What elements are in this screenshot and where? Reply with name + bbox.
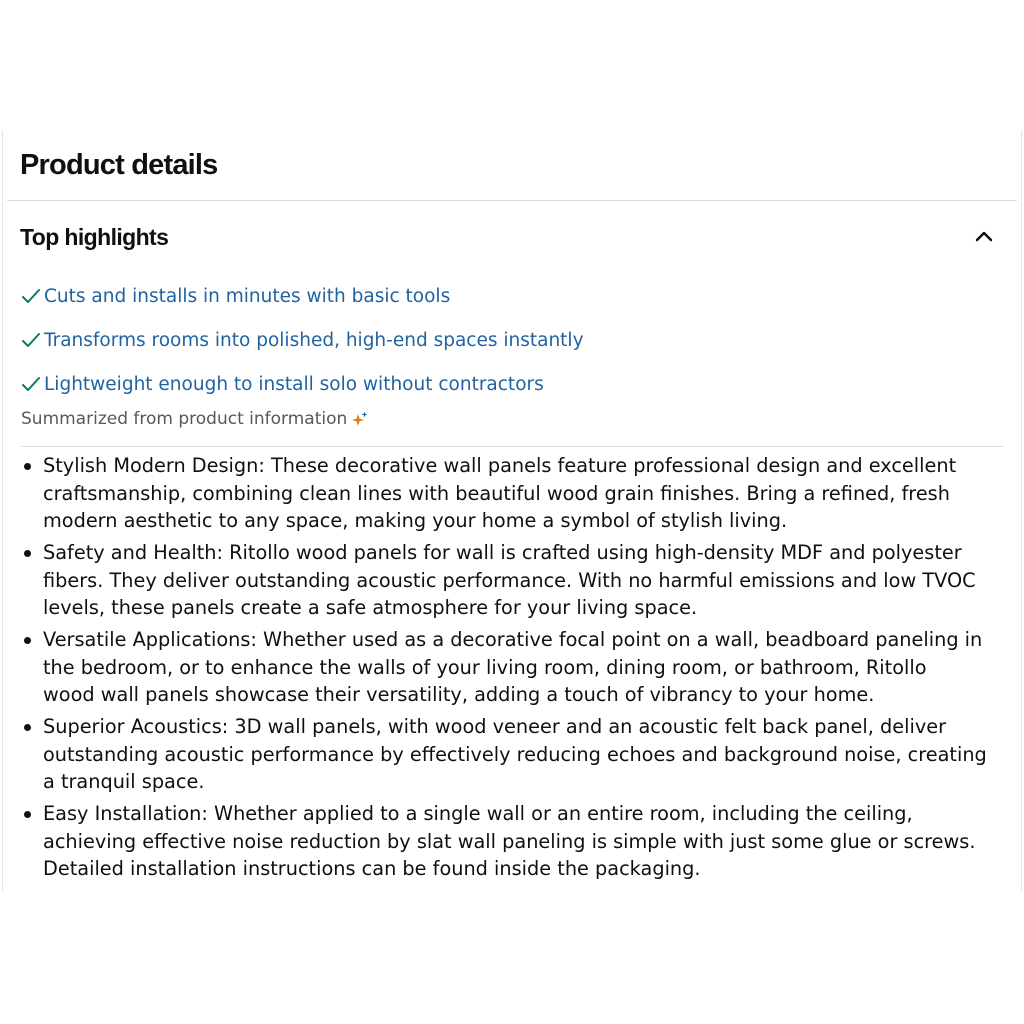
feature-bullet <box>21 452 1011 535</box>
top-highlights-title: Top highlights <box>20 224 169 250</box>
highlight-item[interactable] <box>20 318 584 362</box>
divider <box>21 446 1004 447</box>
bullet-text-line: craftsmanship, combining clean lines with beautiful wood grain finishes. Bring a refined, fresh <box>43 481 950 505</box>
feature-bullet <box>21 800 1011 883</box>
bullet-text-line: Superior Acoustics: 3D wall panels, with wood veneer and an acoustic felt back panel, deliver <box>43 715 947 738</box>
product-details-card <box>2 130 1022 892</box>
bullet-text-line: Stylish Modern Design: These decorative wall panels feature professional design and excellent <box>43 454 957 477</box>
bullet-dot <box>24 637 31 644</box>
feature-bullet <box>21 713 1011 796</box>
bullet-text-line: Versatile Applications: Whether used as a decorative focal point on a wall, beadboard paneling in <box>43 628 983 651</box>
divider <box>7 200 1017 201</box>
bullet-text-line: Easy Installation: Whether applied to a single wall or an entire room, including the ceiling, <box>43 802 913 825</box>
summary-note <box>21 406 368 432</box>
feature-bullets <box>21 452 1011 887</box>
bullet-text-line: wood wall panels showcase their versatility, adding a touch of vibrancy to your home. <box>43 683 875 706</box>
bullet-text-line: levels, these panels create a safe atmosphere for your living space. <box>43 596 698 619</box>
top-highlights-header[interactable] <box>20 220 1001 254</box>
bullet-text-line: fibers. They deliver outstanding acoustic performance. With no harmful emissions and low TVOC <box>43 568 976 592</box>
bullet-dot <box>24 463 31 470</box>
bullet-dot <box>24 550 31 557</box>
feature-bullet <box>21 539 1011 622</box>
bullet-text-line: outstanding acoustic performance by effectively reducing echoes and background noise, creating <box>43 742 987 766</box>
bullet-text-line: Safety and Health: Ritollo wood panels for wall is crafted using high-density MDF and polyester <box>43 541 962 564</box>
feature-bullet <box>21 626 1011 709</box>
highlight-item[interactable] <box>20 362 584 406</box>
highlights-list <box>20 274 584 406</box>
bullet-text-line: a tranquil space. <box>43 770 205 793</box>
sparkle-icon <box>352 411 368 427</box>
bullet-text-line: achieving effective noise reduction by slat wall paneling is simple with just some glue or screws. <box>43 829 976 853</box>
highlight-text[interactable]: Cuts and installs in minutes with basic tools <box>44 285 451 307</box>
bullet-text-line: modern aesthetic to any space, making your home a symbol of stylish living. <box>43 509 788 532</box>
page-title: Product details <box>20 149 218 181</box>
bullet-text-line: the bedroom, or to enhance the walls of your living room, dining room, or bathroom, Ritollo <box>43 655 927 679</box>
bullet-text-line: Detailed installation instructions can be found inside the packaging. <box>43 857 701 880</box>
collapse-highlights-button[interactable] <box>967 220 1001 254</box>
check-icon <box>20 329 42 351</box>
highlight-text[interactable]: Lightweight enough to install solo without contractors <box>44 373 544 395</box>
check-icon <box>20 373 42 395</box>
highlight-text[interactable]: Transforms rooms into polished, high-end spaces instantly <box>44 329 584 351</box>
summary-text: Summarized from product information <box>21 409 348 429</box>
bullet-dot <box>24 724 31 731</box>
highlight-item[interactable] <box>20 274 584 318</box>
bullet-dot <box>24 811 31 818</box>
chevron-up-icon <box>967 220 1001 254</box>
check-icon <box>20 285 42 307</box>
